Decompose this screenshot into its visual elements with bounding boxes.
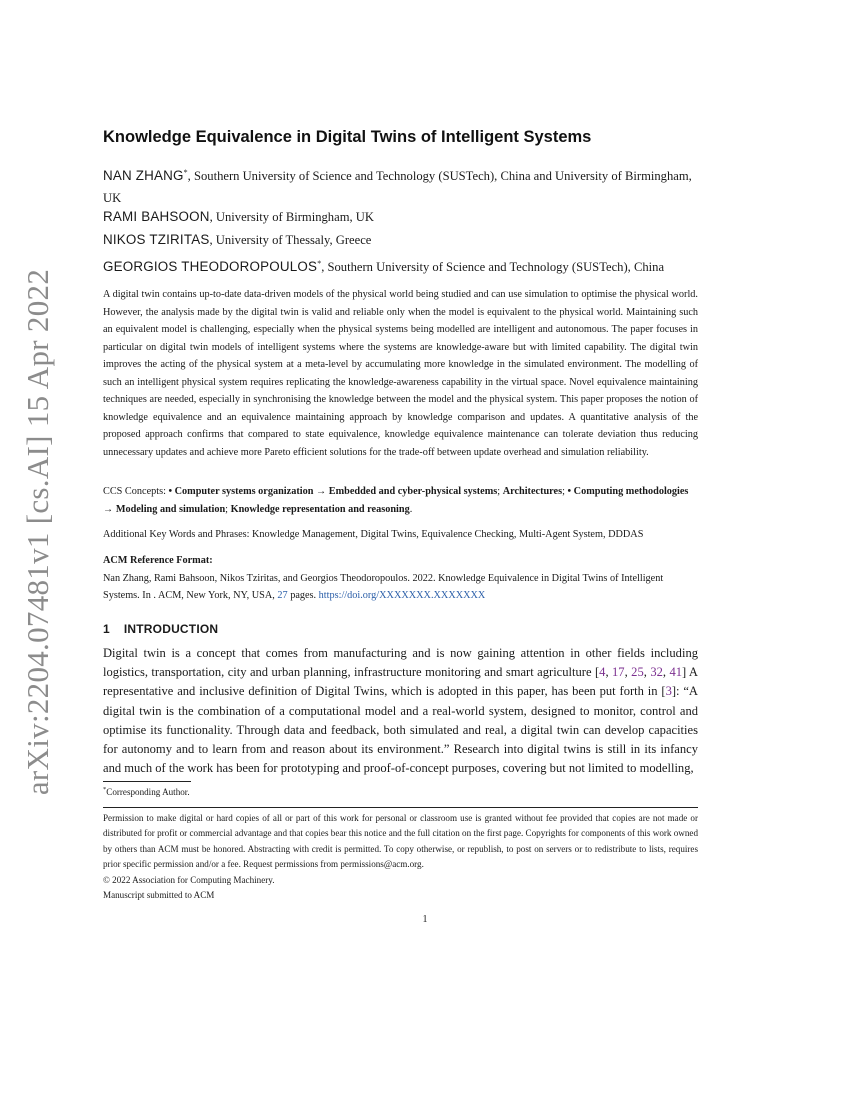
- manuscript-note: Manuscript submitted to ACM: [103, 890, 215, 901]
- ccs-arrow: →: [103, 503, 114, 515]
- author-name: NIKOS TZIRITAS: [103, 232, 210, 247]
- acm-reference-heading: ACM Reference Format:: [103, 555, 213, 566]
- author-affiliation: , Southern University of Science and Technology (SUSTech), China: [321, 260, 665, 275]
- ccs-end: .: [409, 503, 413, 515]
- author-affiliation-cont: UK: [103, 191, 122, 206]
- intro-text: ] A representative and inclusive definition of Digital Twins, which is adopted in this paper, has been put forth in [: [103, 665, 698, 699]
- permission-rule: [103, 807, 698, 808]
- page-count: 27: [277, 590, 288, 601]
- author-3: [103, 229, 703, 251]
- author-name: NAN ZHANG: [103, 168, 184, 184]
- author-affiliation: , Southern University of Science and Technology (SUSTech), China and University of Birmingham,: [187, 169, 692, 184]
- citation-link[interactable]: 41: [669, 665, 682, 680]
- paper-title: Knowledge Equivalence in Digital Twins of Intelligent Systems: [103, 128, 592, 146]
- ccs-separator: ;: [497, 486, 503, 497]
- ccs-concept: Architectures: [502, 486, 563, 497]
- ccs-arrow: →: [315, 486, 327, 497]
- citation-link[interactable]: 3: [665, 684, 672, 699]
- author-affiliation: , University of Thessaly, Greece: [209, 233, 372, 247]
- ccs-concept: Computing methodologies: [573, 486, 689, 497]
- author-name: GEORGIOS THEODOROPOULOS: [103, 259, 318, 275]
- doi-link[interactable]: https://doi.org/XXXXXXX.XXXXXXX: [318, 590, 486, 601]
- footnote: [103, 786, 190, 797]
- acm-reference-text: Nan Zhang, Rami Bahsoon, Nikos Tziritas, and Georgios Theodoropoulos. 2022. Knowledge Equivalence in Digital Twins of Intelligent Systems. In . ACM, New York, NY, USA,: [103, 572, 664, 601]
- pages-suffix: pages.: [287, 590, 319, 601]
- permission-text: Permission to make digital or hard copies of all or part of this work for personal or classroom use is granted without fee provided that copies are not made or distributed for profit or commercial advantage and that copies bear this notice and the full citation on the first page. Copyrights for components of this work owned by others than ACM must be honored. Abstracting with credit is permitted. To copy otherwise, or republish, to post on servers or to redistribute to lists, requires prior specific permission and/or a fee. Request permissions from permissions@acm.org.: [103, 813, 698, 870]
- intro-paragraph: Digital twin is a concept that comes from manufacturing and is now gaining attention in other fields including logistics, transportation, city and urban planning, infrastructure monitoring and smart agriculture [4, 17, 25, 32, 41] A representative and inclusive definition of Digital Twins, which is adopted in this paper, has been put forth in [3]: “A digital twin is the combination of a computational model and a real-world system, designed to monitor, control and optimise its functionality. Through data and feedback, both simulated and real, a digital twin can develop capacities for autonomy and to learn from and reason about its environment.” Research into digital twins is still in its infancy and much of the work has been for prototyping and proof-of-concept purposes, covering but not limited to modelling,: [103, 646, 698, 776]
- ccs-concepts: [103, 483, 698, 518]
- ccs-label: CCS Concepts:: [103, 486, 169, 497]
- ccs-bullet: •: [567, 486, 572, 497]
- intro-text: ]: “A digital twin is the combination of a computational model and a real-world system, designed to monitor, control and optimise its functionality. Through data and feedback, both simulated and real, a digital twin can develop capacities for autonomy and to learn from and reason about its environment.” Research into digital twins is still in its infancy and much of the work has been for prototyping and proof-of-concept purposes, covering but not limited to modelling,: [103, 684, 698, 776]
- citation-link[interactable]: 25: [631, 665, 644, 680]
- citation-link[interactable]: 32: [650, 665, 663, 680]
- author-name: RAMI BAHSOON: [103, 209, 210, 224]
- author-2: [103, 206, 703, 228]
- corresponding-mark: *: [317, 259, 322, 268]
- ccs-concept: Knowledge representation and reasoning: [230, 503, 410, 515]
- corresponding-mark: *: [183, 168, 188, 177]
- ccs-concept: Modeling and simulation: [115, 503, 226, 515]
- author-4: [103, 253, 703, 278]
- footnote-text: Corresponding Author.: [106, 787, 190, 798]
- citation-link[interactable]: 17: [612, 665, 625, 680]
- arxiv-id: arXiv:2204.07481v1 [cs.AI] 15 Apr 2022: [20, 268, 55, 796]
- keywords: Additional Key Words and Phrases: Knowledge Management, Digital Twins, Equivalence Checking, Multi-Agent System, DDDAS: [103, 529, 644, 540]
- page-number: 1: [422, 914, 428, 925]
- citation-link[interactable]: 4: [599, 665, 606, 680]
- copyright: © 2022 Association for Computing Machinery.: [103, 874, 275, 885]
- abstract: A digital twin contains up-to-date data-driven models of the physical world being studied and can use simulation to optimise the physical world. However, the analysis made by the digital twin is valid and reliable only when the model is equivalent to the physical world. Maintaining such an equivalent model is challenging, especially when the physical systems being modelled are intelligent and autonomous. The paper focuses in particular on digital twin models of intelligent systems where the systems are knowledge-aware but with limited capability. The digital twin improves the acting of the physical system at a meta-level by accumulating more knowledge in the simulated environment. The modelling of such an intelligent physical system requires replicating the knowledge-awareness capability in the virtual space. Novel equivalence maintaining techniques are needed, especially in synchronising the knowledge between the model and the physical system. This paper proposes the notion of knowledge equivalence and an equivalence maintaining approach by knowledge comparison and updates. A quantitative analysis of the proposed approach confirms that compared to state equivalence, knowledge equivalence maintenance can tolerate deviation thus reducing unnecessary updates and achieve more Pareto efficient solutions for the trade-off between update overhead and simulation reliability.: [103, 289, 698, 458]
- ccs-concept: Computer systems organization: [174, 486, 314, 497]
- ccs-separator: ;: [562, 486, 568, 497]
- section-heading: [103, 622, 218, 636]
- author-1: [103, 162, 703, 209]
- footnote-rule: [103, 781, 191, 782]
- permission-block: [103, 811, 698, 903]
- author-affiliation: , University of Birmingham, UK: [209, 210, 374, 224]
- acm-reference: [103, 552, 698, 605]
- footnote-mark: *: [103, 786, 107, 793]
- section-number: 1: [103, 622, 110, 636]
- section-title: INTRODUCTION: [123, 622, 219, 636]
- ccs-concept: Embedded and cyber-physical systems: [328, 486, 498, 497]
- ccs-bullet: •: [168, 486, 173, 497]
- intro-text: Digital twin is a concept that comes from manufacturing and is now gaining attention in other fields including logistics, transportation, city and urban planning, infrastructure monitoring and smart agriculture [: [103, 646, 698, 680]
- ccs-separator: ;: [225, 503, 231, 515]
